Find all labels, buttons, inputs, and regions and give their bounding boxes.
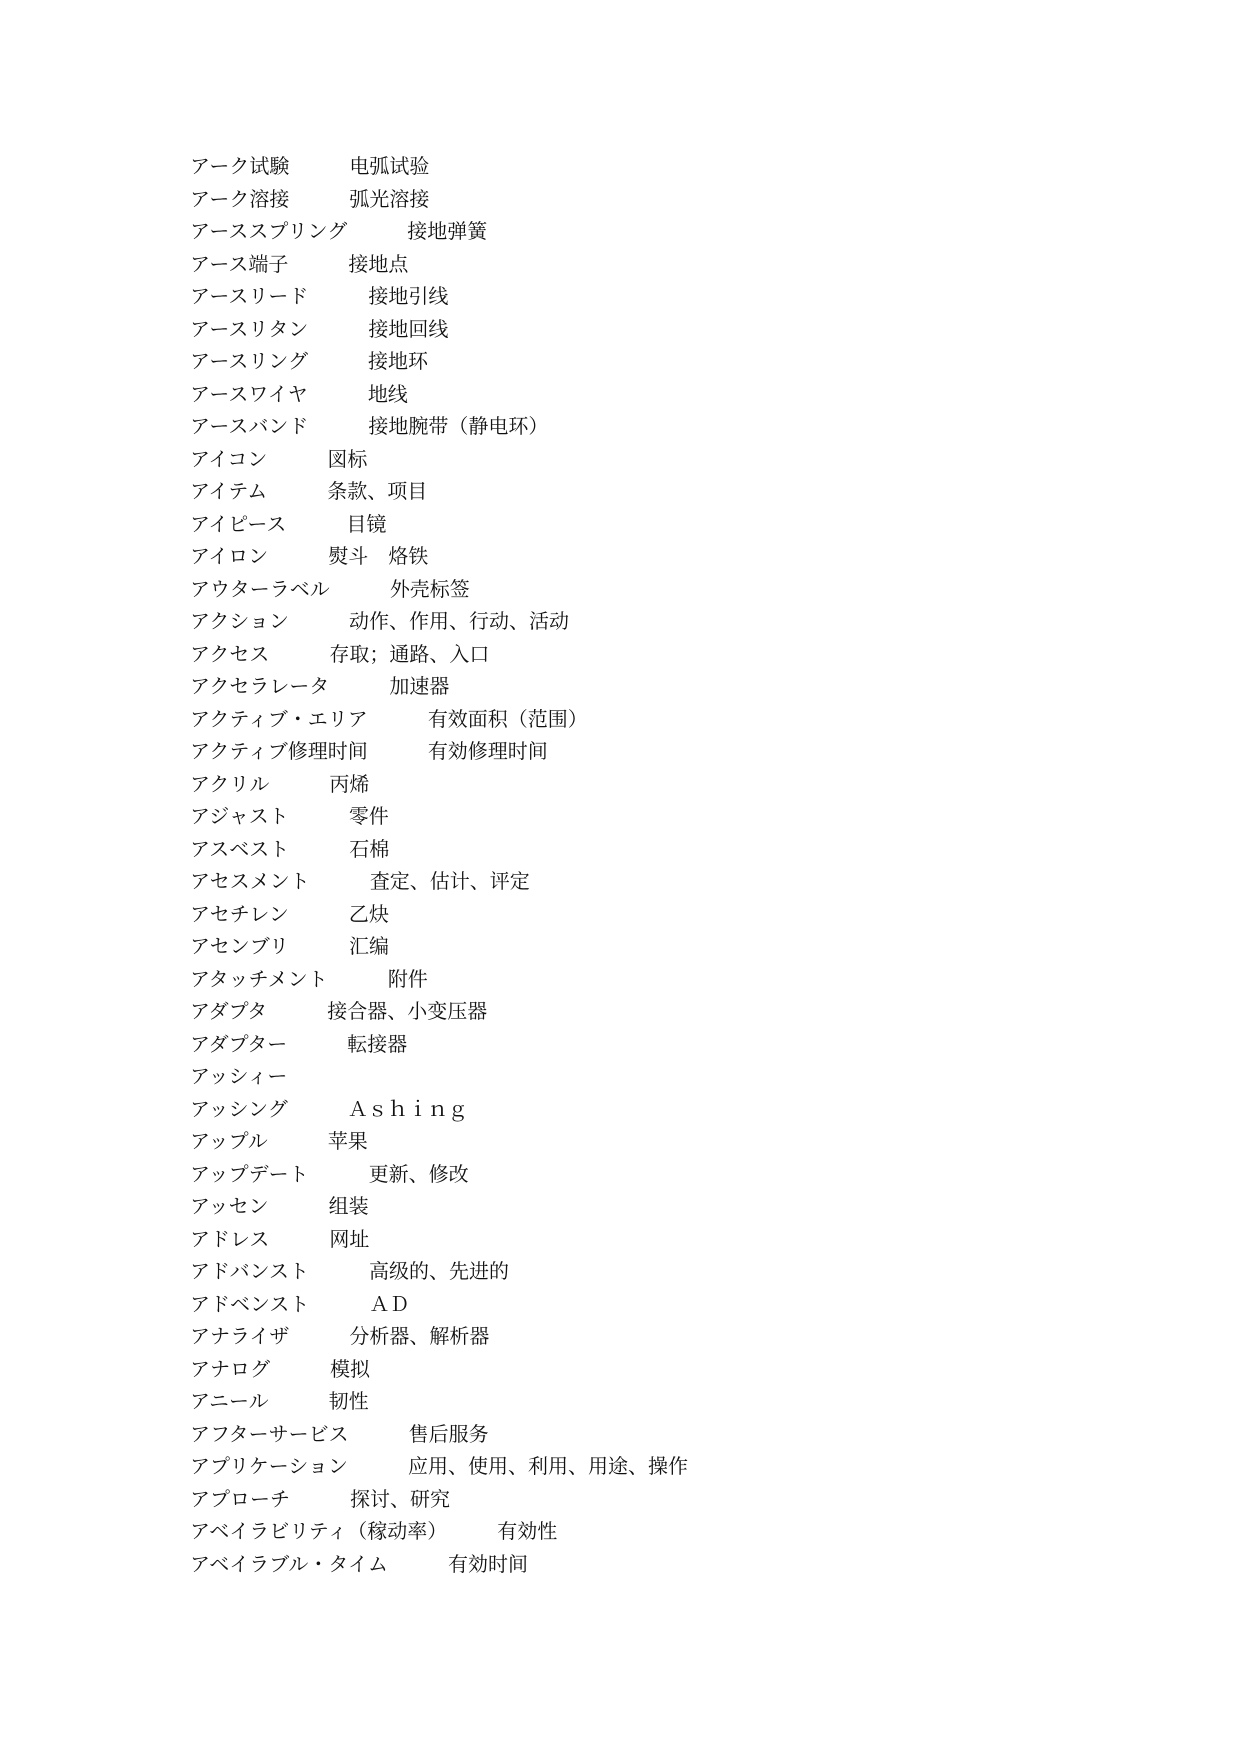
- entry-separator: [289, 1324, 349, 1348]
- entry-separator: [289, 609, 349, 633]
- entry-separator: [288, 1097, 348, 1121]
- glossary-entry: [190, 183, 1110, 216]
- entry-separator: [267, 447, 327, 471]
- glossary-entry: [190, 1255, 1110, 1288]
- entry-separator: [267, 999, 327, 1023]
- entry-term: アベイラビリティ（稼动率）: [190, 1519, 438, 1543]
- entry-term: アフターサービス: [190, 1421, 349, 1446]
- entry-meaning: 弧光溶接: [349, 186, 430, 211]
- glossary-entry: [190, 280, 1110, 313]
- entry-term: アプローチ: [190, 1486, 290, 1511]
- entry-term: アースワイヤ: [190, 381, 308, 406]
- glossary-entry: [190, 995, 1110, 1028]
- entry-term: アーススプリング: [190, 219, 348, 243]
- entry-term: アダプター: [190, 1031, 288, 1056]
- entry-separator: [349, 1422, 409, 1446]
- entry-meaning: 动作、作用、行动、活动: [349, 609, 569, 633]
- entry-term: アースリード: [190, 284, 309, 308]
- entry-term: アドベンスト: [190, 1291, 310, 1316]
- glossary-entry: [190, 508, 1110, 541]
- entry-meaning: 石棉: [349, 836, 390, 861]
- glossary-entry: [190, 800, 1110, 833]
- entry-meaning: 乙炔: [348, 901, 389, 926]
- entry-meaning: 高级的、先进的: [369, 1259, 509, 1283]
- entry-term: アナライザ: [190, 1324, 290, 1348]
- glossary-entry: [190, 1093, 1110, 1126]
- glossary-entry: [190, 735, 1110, 768]
- glossary-entry: [190, 605, 1110, 638]
- entry-term: アクリル: [190, 771, 270, 796]
- entry-separator: [289, 902, 349, 926]
- entry-meaning: ＡＤ: [369, 1291, 410, 1316]
- entry-meaning: 接合器、小变压器: [327, 999, 488, 1023]
- entry-separator: [269, 1227, 329, 1251]
- entry-meaning: 丙烯: [329, 771, 370, 796]
- glossary-entry: [190, 1450, 1110, 1483]
- entry-separator: [288, 252, 348, 276]
- entry-separator: [308, 284, 368, 308]
- glossary-entry: [190, 1515, 1110, 1548]
- glossary-entry: [190, 573, 1110, 606]
- glossary-entry: [190, 768, 1110, 801]
- glossary-entry: [190, 540, 1110, 573]
- glossary-entry: [190, 963, 1110, 996]
- glossary-entry: [190, 1125, 1110, 1158]
- entry-separator: [289, 934, 349, 958]
- entry-separator: [347, 219, 407, 243]
- entry-meaning: 模拟: [330, 1356, 370, 1381]
- glossary-entry: [190, 1353, 1110, 1386]
- entry-term: アクティブ修理时间: [190, 739, 368, 763]
- entry-term: アジャスト: [190, 804, 289, 828]
- entry-separator: [368, 739, 428, 763]
- entry-meaning: 図标: [327, 446, 368, 471]
- entry-meaning: 更新、修改: [368, 1161, 469, 1186]
- entry-meaning: 附件: [387, 966, 428, 991]
- glossary-entry: [190, 1548, 1110, 1581]
- entry-separator: [309, 1162, 369, 1186]
- entry-term: アイコン: [190, 446, 268, 471]
- entry-meaning: 存取；通路、入口: [329, 641, 490, 666]
- glossary-entry: [190, 833, 1110, 866]
- glossary-entry: [190, 378, 1110, 411]
- entry-term: アイロン: [190, 544, 269, 568]
- entry-separator: [270, 1357, 330, 1381]
- entry-separator: [269, 1389, 329, 1413]
- entry-separator: [388, 1552, 448, 1576]
- glossary-entry: [190, 1028, 1110, 1061]
- entry-term: アタッチメント: [190, 966, 328, 991]
- entry-separator: [289, 837, 349, 861]
- entry-separator: [287, 1032, 347, 1056]
- glossary-entry: [190, 1190, 1110, 1223]
- glossary-entry: [190, 930, 1110, 963]
- glossary-entry: [190, 1223, 1110, 1256]
- entry-meaning: 应用、使用、利用、用途、操作: [408, 1454, 688, 1478]
- entry-separator: [308, 382, 368, 406]
- entry-separator: [308, 317, 368, 341]
- entry-meaning: 接地回线: [368, 316, 449, 341]
- entry-separator: [269, 1194, 329, 1218]
- entry-meaning: Ａｓｈｉｎｇ: [347, 1096, 468, 1121]
- entry-term: アドレス: [190, 1226, 270, 1251]
- entry-term: アップル: [190, 1129, 268, 1153]
- entry-term: アース端子: [190, 251, 289, 276]
- entry-meaning: 外壳标签: [389, 576, 470, 601]
- entry-separator: [269, 642, 329, 666]
- entry-term: アセスメント: [190, 869, 310, 893]
- entry-meaning: 探讨、研究: [350, 1486, 450, 1511]
- entry-term: アッシィー: [190, 1064, 288, 1088]
- entry-meaning: 韧性: [328, 1389, 369, 1413]
- entry-term: アクセス: [190, 641, 270, 666]
- entry-term: アースリング: [190, 349, 308, 373]
- entry-meaning: 目镜: [346, 511, 387, 536]
- glossary-entry: [190, 703, 1110, 736]
- entry-meaning: 组装: [328, 1194, 369, 1218]
- entry-meaning: 加速器: [389, 674, 450, 698]
- entry-meaning: 电弧试验: [349, 154, 430, 178]
- glossary-entry: [190, 475, 1110, 508]
- entry-separator: [289, 154, 349, 178]
- entry-term: アイテム: [190, 479, 268, 503]
- entry-term: アイピース: [190, 511, 287, 536]
- entry-term: アッセン: [190, 1194, 269, 1218]
- entry-term: アベイラブル・タイム: [190, 1551, 388, 1576]
- glossary-entry: [190, 1483, 1110, 1516]
- entry-separator: [308, 349, 368, 373]
- entry-term: アクセラレータ: [190, 674, 330, 698]
- entry-term: アクティブ・エリア: [190, 706, 368, 731]
- entry-separator: [309, 1259, 369, 1283]
- entry-term: アウターラベル: [190, 576, 330, 601]
- glossary-entry: [190, 313, 1110, 346]
- entry-term: アドバンスト: [190, 1259, 309, 1283]
- entry-term: アスベスト: [190, 836, 290, 861]
- entry-term: アセンブリ: [190, 934, 289, 958]
- entry-separator: [368, 707, 428, 731]
- entry-meaning: 网址: [329, 1226, 370, 1251]
- entry-separator: [310, 869, 370, 893]
- entry-meaning: 熨斗 烙铁: [328, 544, 429, 568]
- glossary-entry: [190, 345, 1110, 378]
- entry-separator: [308, 414, 368, 438]
- glossary-entry: [190, 1060, 1110, 1093]
- glossary-entry: [190, 670, 1110, 703]
- entry-separator: [290, 1487, 350, 1511]
- entry-meaning: 地线: [367, 381, 408, 406]
- entry-meaning: 接地环: [368, 349, 428, 373]
- glossary-entry: [190, 1288, 1110, 1321]
- entry-meaning: 接地引线: [368, 284, 449, 308]
- entry-meaning: 接地点: [348, 251, 409, 276]
- entry-meaning: 苹果: [327, 1129, 368, 1153]
- entry-term: アースバンド: [190, 414, 309, 438]
- entry-term: アーク溶接: [190, 186, 290, 211]
- glossary-entry: [190, 248, 1110, 281]
- glossary-entry: [190, 443, 1110, 476]
- entry-separator: [309, 1292, 369, 1316]
- entry-separator: [348, 1454, 408, 1478]
- entry-meaning: 接地弹簧: [407, 219, 488, 243]
- entry-term: アースリタン: [190, 316, 309, 341]
- glossary-entry: [190, 1418, 1110, 1451]
- entry-separator: [437, 1519, 497, 1543]
- entry-meaning: 有効时间: [448, 1551, 528, 1576]
- entry-term: アップデート: [190, 1161, 309, 1186]
- entry-separator: [289, 187, 349, 211]
- entry-term: アッシング: [190, 1096, 288, 1121]
- entry-meaning: 分析器、解析器: [349, 1324, 490, 1348]
- entry-term: アナログ: [190, 1356, 270, 1381]
- entry-separator: [268, 1129, 328, 1153]
- glossary-entry: [190, 1158, 1110, 1191]
- entry-meaning: 接地腕带（静电环）: [368, 414, 549, 438]
- entry-term: アニール: [190, 1389, 269, 1413]
- entry-separator: [328, 967, 388, 991]
- glossary-entry: [190, 410, 1110, 443]
- entry-meaning: 有效面积（范围）: [427, 706, 588, 731]
- entry-term: アーク试験: [190, 154, 290, 178]
- entry-meaning: 零件: [348, 804, 389, 828]
- glossary-entry: [190, 1385, 1110, 1418]
- glossary-entry: [190, 215, 1110, 248]
- entry-term: アクション: [190, 609, 289, 633]
- entry-meaning: 有効修理时间: [427, 739, 548, 763]
- entry-separator: [286, 512, 346, 536]
- glossary-entry: [190, 1320, 1110, 1353]
- entry-meaning: 有効性: [497, 1519, 558, 1543]
- entry-term: アセチレン: [190, 901, 289, 926]
- entry-separator: [269, 772, 329, 796]
- entry-meaning: 査定、估计、评定: [369, 869, 530, 893]
- glossary-list: [190, 150, 1110, 1580]
- glossary-entry: [190, 150, 1110, 183]
- entry-meaning: 售后服务: [408, 1421, 489, 1446]
- entry-separator: [289, 804, 349, 828]
- entry-term: アダプタ: [190, 999, 268, 1023]
- entry-term: アプリケーション: [190, 1454, 348, 1478]
- entry-meaning: 汇编: [349, 934, 389, 958]
- entry-separator: [329, 674, 389, 698]
- entry-meaning: 転接器: [347, 1031, 408, 1056]
- glossary-entry: [190, 898, 1110, 931]
- entry-separator: [267, 479, 327, 503]
- glossary-entry: [190, 865, 1110, 898]
- entry-meaning: 条款、项目: [327, 479, 428, 503]
- entry-separator: [330, 577, 390, 601]
- glossary-entry: [190, 638, 1110, 671]
- entry-separator: [268, 544, 328, 568]
